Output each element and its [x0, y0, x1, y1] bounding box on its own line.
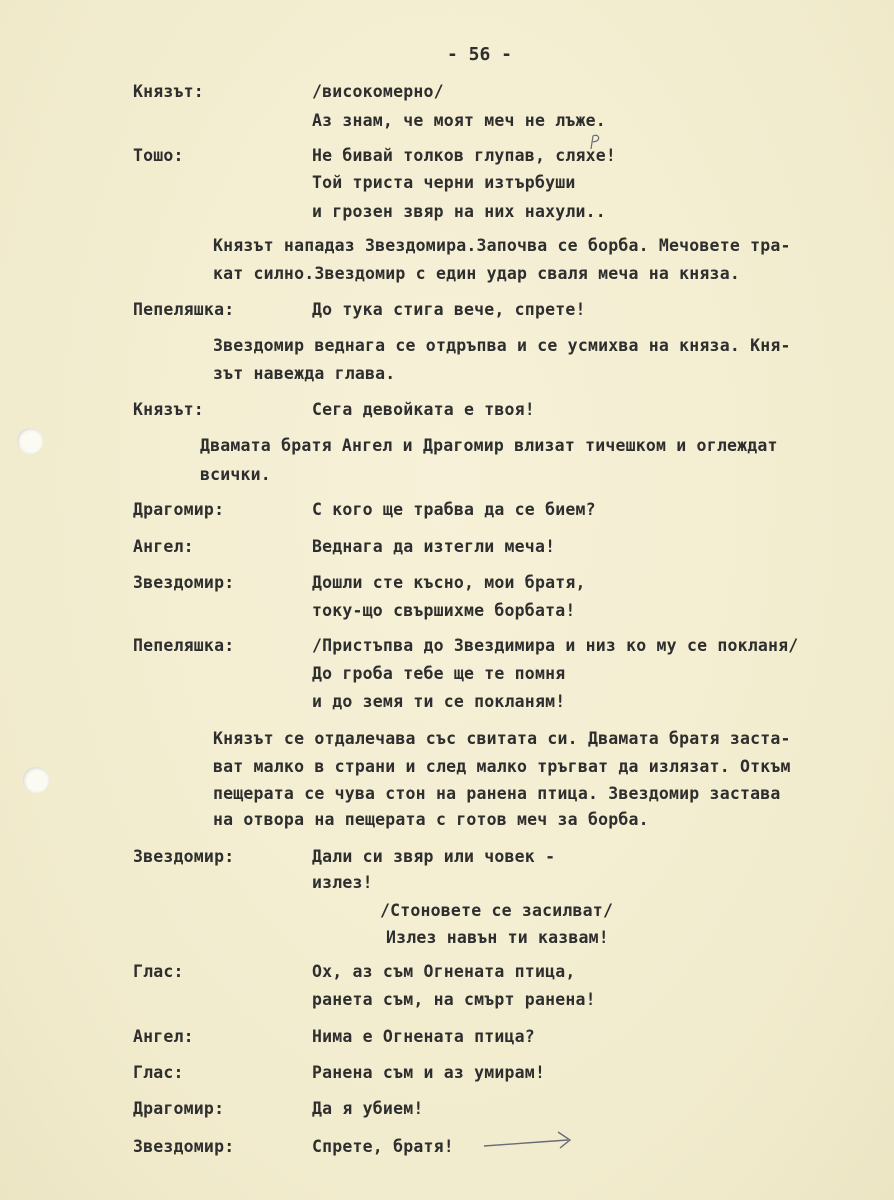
- dialogue-line: Да я убием!: [312, 1099, 424, 1118]
- stage-note: /Пристъпва до Звездимира и низ ко му се покланя/: [312, 636, 799, 655]
- dialogue-line: Нима е Огнената птица?: [312, 1027, 535, 1046]
- speaker: Звездомир:: [133, 1137, 235, 1156]
- dialogue-line: Аз знам, че моят меч не лъже.: [312, 111, 606, 130]
- dialogue-line: Ранена съм и аз умирам!: [312, 1063, 546, 1082]
- speaker: Ангел:: [133, 1027, 194, 1046]
- stage-direction: ват малко в страни и след малко тръгват да излязат. Откъм: [213, 757, 791, 776]
- dialogue-line: Не бивай толков глупав, сляхе!: [312, 146, 617, 165]
- dialogue-line: Дали си звяр или човек -: [312, 847, 556, 866]
- stage-direction: Двамата братя Ангел и Драгомир влизат тичешком и оглеждат: [200, 436, 778, 455]
- speaker: Князът:: [133, 82, 204, 101]
- dialogue-line: Той триста черни изтърбуши: [312, 173, 576, 192]
- dialogue-line: излез!: [312, 873, 373, 892]
- stage-direction: на отвора на пещерата с готов меч за борба.: [213, 810, 649, 829]
- dialogue-line: и грозен звяр на них нахули..: [312, 202, 606, 221]
- dialogue-line: Веднага да изтегли меча!: [312, 537, 556, 556]
- speaker: Глас:: [133, 1063, 184, 1082]
- speaker: Звездомир:: [133, 573, 235, 592]
- dialogue-line: До тука стига вече, спрете!: [312, 300, 586, 319]
- dialogue-line: и до земя ти се покланям!: [312, 692, 566, 711]
- speaker: Пепеляшка:: [133, 636, 235, 655]
- stage-note: /Стоновете се засилват/: [380, 901, 614, 920]
- punch-hole-top: [17, 428, 43, 454]
- stage-direction: кат силно.Звездомир с един удар сваля меча на княза.: [213, 264, 740, 283]
- dialogue-line: току-що свършихме борбата!: [312, 601, 576, 620]
- dialogue-line: Излез навън ти казвам!: [386, 928, 609, 947]
- speaker: Князът:: [133, 400, 204, 419]
- dialogue-line: Спрете, братя!: [312, 1137, 454, 1156]
- stage-direction: Князът нападаз Звездомира.Започва се борба. Мечовете тра-: [213, 236, 791, 255]
- speaker: Ангел:: [133, 537, 194, 556]
- stage-direction: зът навежда глава.: [213, 364, 396, 383]
- speaker: Глас:: [133, 962, 184, 981]
- handwritten-arrow-icon: [480, 1128, 580, 1158]
- punch-hole-bottom: [23, 767, 49, 793]
- stage-direction: Князът се отдалечава със свитата си. Двамата братя заста-: [213, 729, 791, 748]
- speaker: Тошо:: [133, 146, 184, 165]
- dialogue-line: ранета съм, на смърт ранена!: [312, 990, 596, 1009]
- dialogue-line: Ох, аз съм Огнената птица,: [312, 962, 576, 981]
- dialogue-line: С кого ще трабва да се бием?: [312, 500, 596, 519]
- speaker: Пепеляшка:: [133, 300, 235, 319]
- stage-direction: всички.: [200, 465, 271, 484]
- page-number: - 56 -: [447, 44, 513, 65]
- speaker: Драгомир:: [133, 500, 225, 519]
- speaker: Звездомир:: [133, 847, 235, 866]
- dialogue-line: Сега девойката е твоя!: [312, 400, 535, 419]
- handwritten-correction-icon: [588, 133, 604, 151]
- dialogue-line: Дошли сте късно, мои братя,: [312, 573, 586, 592]
- dialogue-line: До гроба тебе ще те помня: [312, 664, 566, 683]
- stage-direction: Звездомир веднага се отдръпва и се усмихва на княза. Кня-: [213, 336, 791, 355]
- speaker: Драгомир:: [133, 1099, 225, 1118]
- stage-direction: пещерата се чува стон на ранена птица. Звездомир застава: [213, 784, 781, 803]
- stage-note: /високомерно/: [312, 82, 444, 101]
